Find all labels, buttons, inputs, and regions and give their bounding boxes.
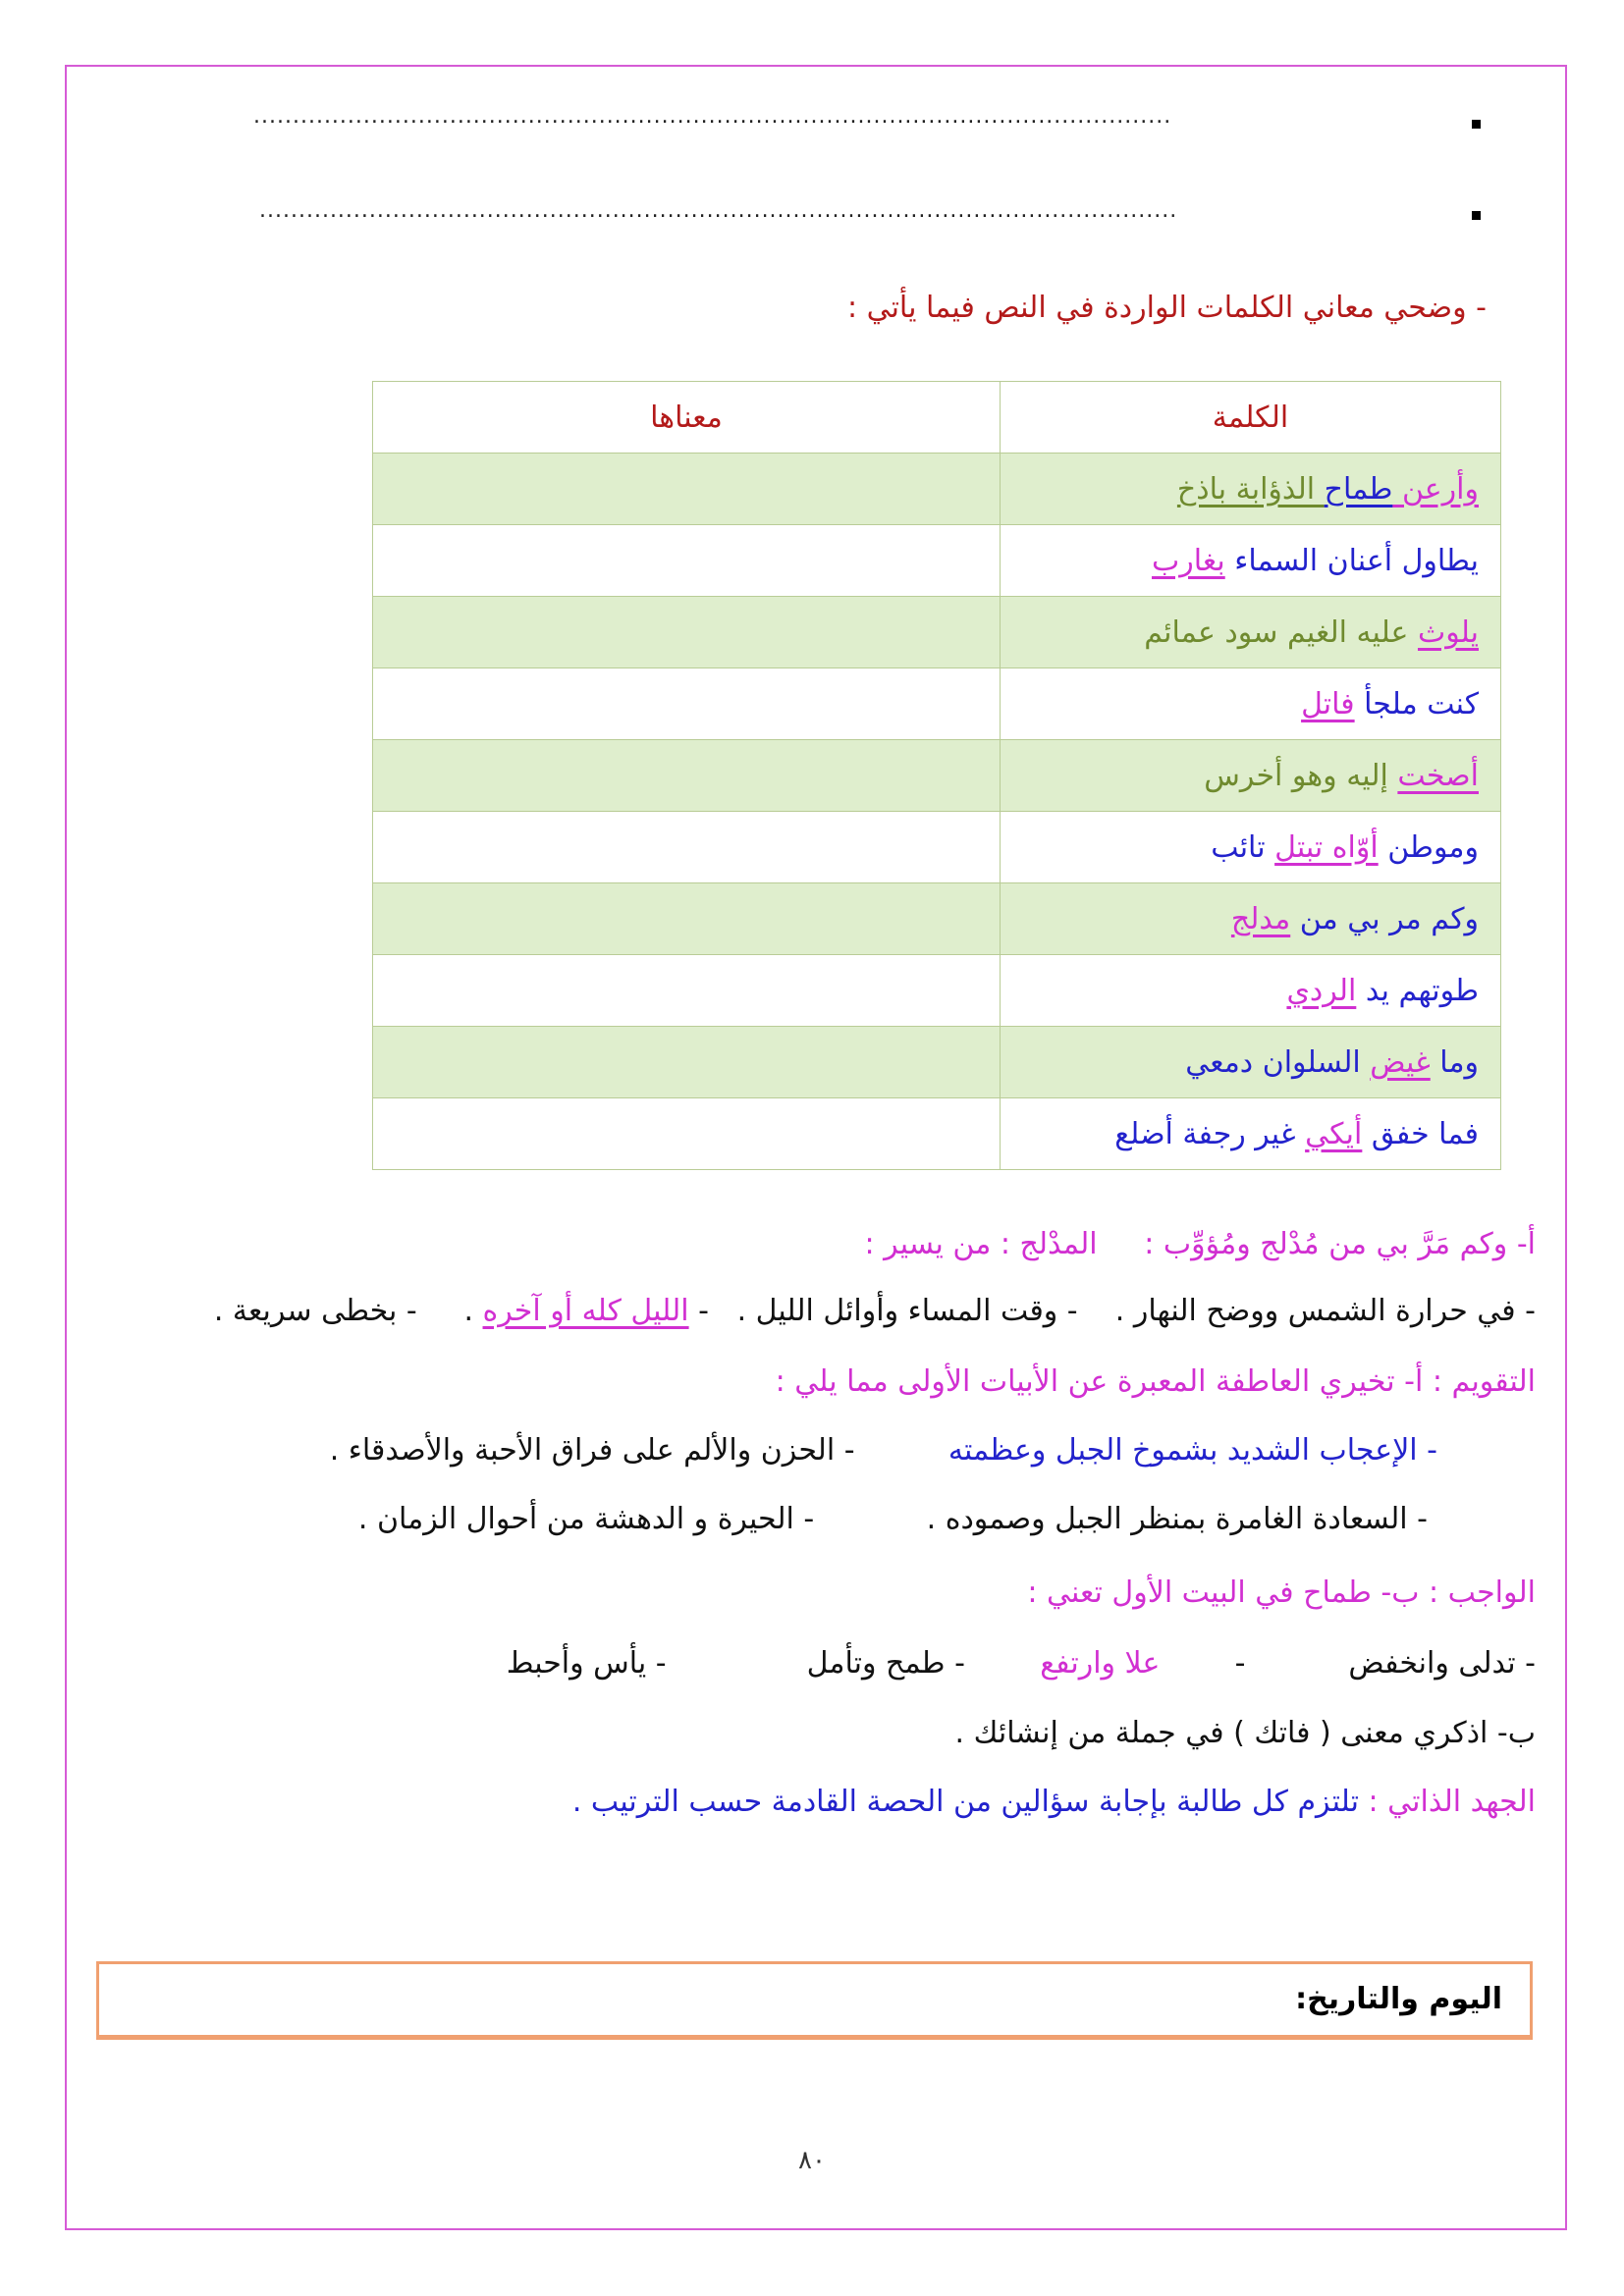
table-row: أصخت إليه وهو أخرس	[373, 740, 1501, 812]
option-4[interactable]: - بخطى سريعة .	[213, 1294, 417, 1328]
answer-line-1[interactable]: .....................................................................................................................	[253, 104, 1172, 129]
self-effort-label: الجهد الذاتي :	[1368, 1785, 1536, 1819]
evaluation-option-4[interactable]: - الحيرة و الدهشة من أحوال الزمان .	[357, 1502, 815, 1536]
evaluation-option-1[interactable]: - الإعجاب الشديد بشموخ الجبل وعظمته	[947, 1433, 1437, 1468]
meaning-cell[interactable]	[373, 955, 1001, 1027]
meaning-cell[interactable]	[373, 1027, 1001, 1098]
evaluation-row-1	[330, 1433, 1437, 1468]
table-row: فما خفق أيكي غير رجفة أضلع	[373, 1098, 1501, 1170]
table-row: وموطن أوّاه تبتل تائب	[373, 812, 1501, 883]
meaning-cell[interactable]	[373, 525, 1001, 597]
evaluation-label: التقويم :	[1432, 1364, 1536, 1399]
homework-option-2-dash: -	[1234, 1646, 1246, 1681]
option-2[interactable]: - وقت المساء وأوائل الليل .	[736, 1294, 1078, 1328]
meaning-cell[interactable]	[373, 883, 1001, 955]
evaluation-question: أ- تخيري العاطفة المعبرة عن الأبيات الأولى مما يلي :	[775, 1364, 1424, 1399]
homework	[1027, 1575, 1536, 1610]
homework-label: الواجب :	[1429, 1575, 1536, 1610]
table-row: وما غيض السلوان دمعي	[373, 1027, 1501, 1098]
self-effort	[572, 1785, 1536, 1819]
table-row: كنت ملجأ فاتل	[373, 668, 1501, 740]
page-number: ٨٠	[798, 2146, 826, 2175]
homework-option-2[interactable]: علا وارتفع	[1040, 1646, 1161, 1681]
table-row: يطاول أعنان السماء بغارب	[373, 525, 1501, 597]
evaluation-option-2[interactable]: - الحزن والألم على فراق الأحبة والأصدقاء .	[329, 1433, 855, 1468]
header-word: الكلمة	[1001, 382, 1501, 454]
meaning-cell[interactable]	[373, 1098, 1001, 1170]
vocab-table	[372, 381, 1501, 1170]
question-a-options	[214, 1294, 1536, 1328]
evaluation-option-3[interactable]: - السعادة الغامرة بمنظر الجبل وصموده .	[926, 1502, 1428, 1536]
answer-line-2[interactable]: .....................................................................................................................	[259, 198, 1178, 223]
question-a	[865, 1227, 1537, 1261]
meaning-cell[interactable]	[373, 597, 1001, 668]
date-label: اليوم والتاريخ:	[1295, 1982, 1502, 2016]
bullet-2	[1472, 211, 1481, 220]
bullet-1	[1472, 120, 1481, 129]
table-row: وكم مر بي من مدلج	[373, 883, 1501, 955]
vocab-instruction: - وضحي معاني الكلمات الواردة في النص فيما يأتي :	[846, 291, 1487, 325]
homework-option-4[interactable]: - يأس وأحبط	[506, 1646, 667, 1681]
meaning-cell[interactable]	[373, 740, 1001, 812]
table-row: يلوث عليه الغيم سود عمائم	[373, 597, 1501, 668]
homework-option-3[interactable]: - طمح وتأمل	[806, 1646, 965, 1681]
meaning-cell[interactable]	[373, 668, 1001, 740]
evaluation-row-2	[358, 1502, 1428, 1536]
self-effort-text: تلتزم كل طالبة بإجابة سؤالين من الحصة القادمة حسب الترتيب .	[571, 1785, 1359, 1819]
option-3[interactable]: - الليل كله أو آخره .	[463, 1294, 709, 1328]
header-meaning: معناها	[373, 382, 1001, 454]
homework-option-1[interactable]: - تدلى وانخفض	[1348, 1646, 1536, 1681]
option-1[interactable]: - في حرارة الشمس ووضح النهار .	[1114, 1294, 1536, 1328]
homework-options	[507, 1646, 1536, 1681]
homework-question: ب- طماح في البيت الأول تعني :	[1027, 1575, 1420, 1610]
meaning-cell[interactable]	[373, 812, 1001, 883]
date-box[interactable]	[96, 1961, 1533, 2040]
question-a-title: أ- وكم مَرَّ بي من مُدْلج ومُؤوِّب :	[1144, 1227, 1536, 1261]
question-a-label: المدْلج : من يسير :	[864, 1227, 1098, 1261]
evaluation	[776, 1364, 1536, 1399]
meaning-cell[interactable]	[373, 454, 1001, 525]
table-row: طوتهم يد الردي	[373, 955, 1501, 1027]
homework-task: ب- اذكري معنى ( فاتك ) في جملة من إنشائك .	[954, 1716, 1536, 1750]
table-row: وأرعن طماح الذؤابة باذخ	[373, 454, 1501, 525]
